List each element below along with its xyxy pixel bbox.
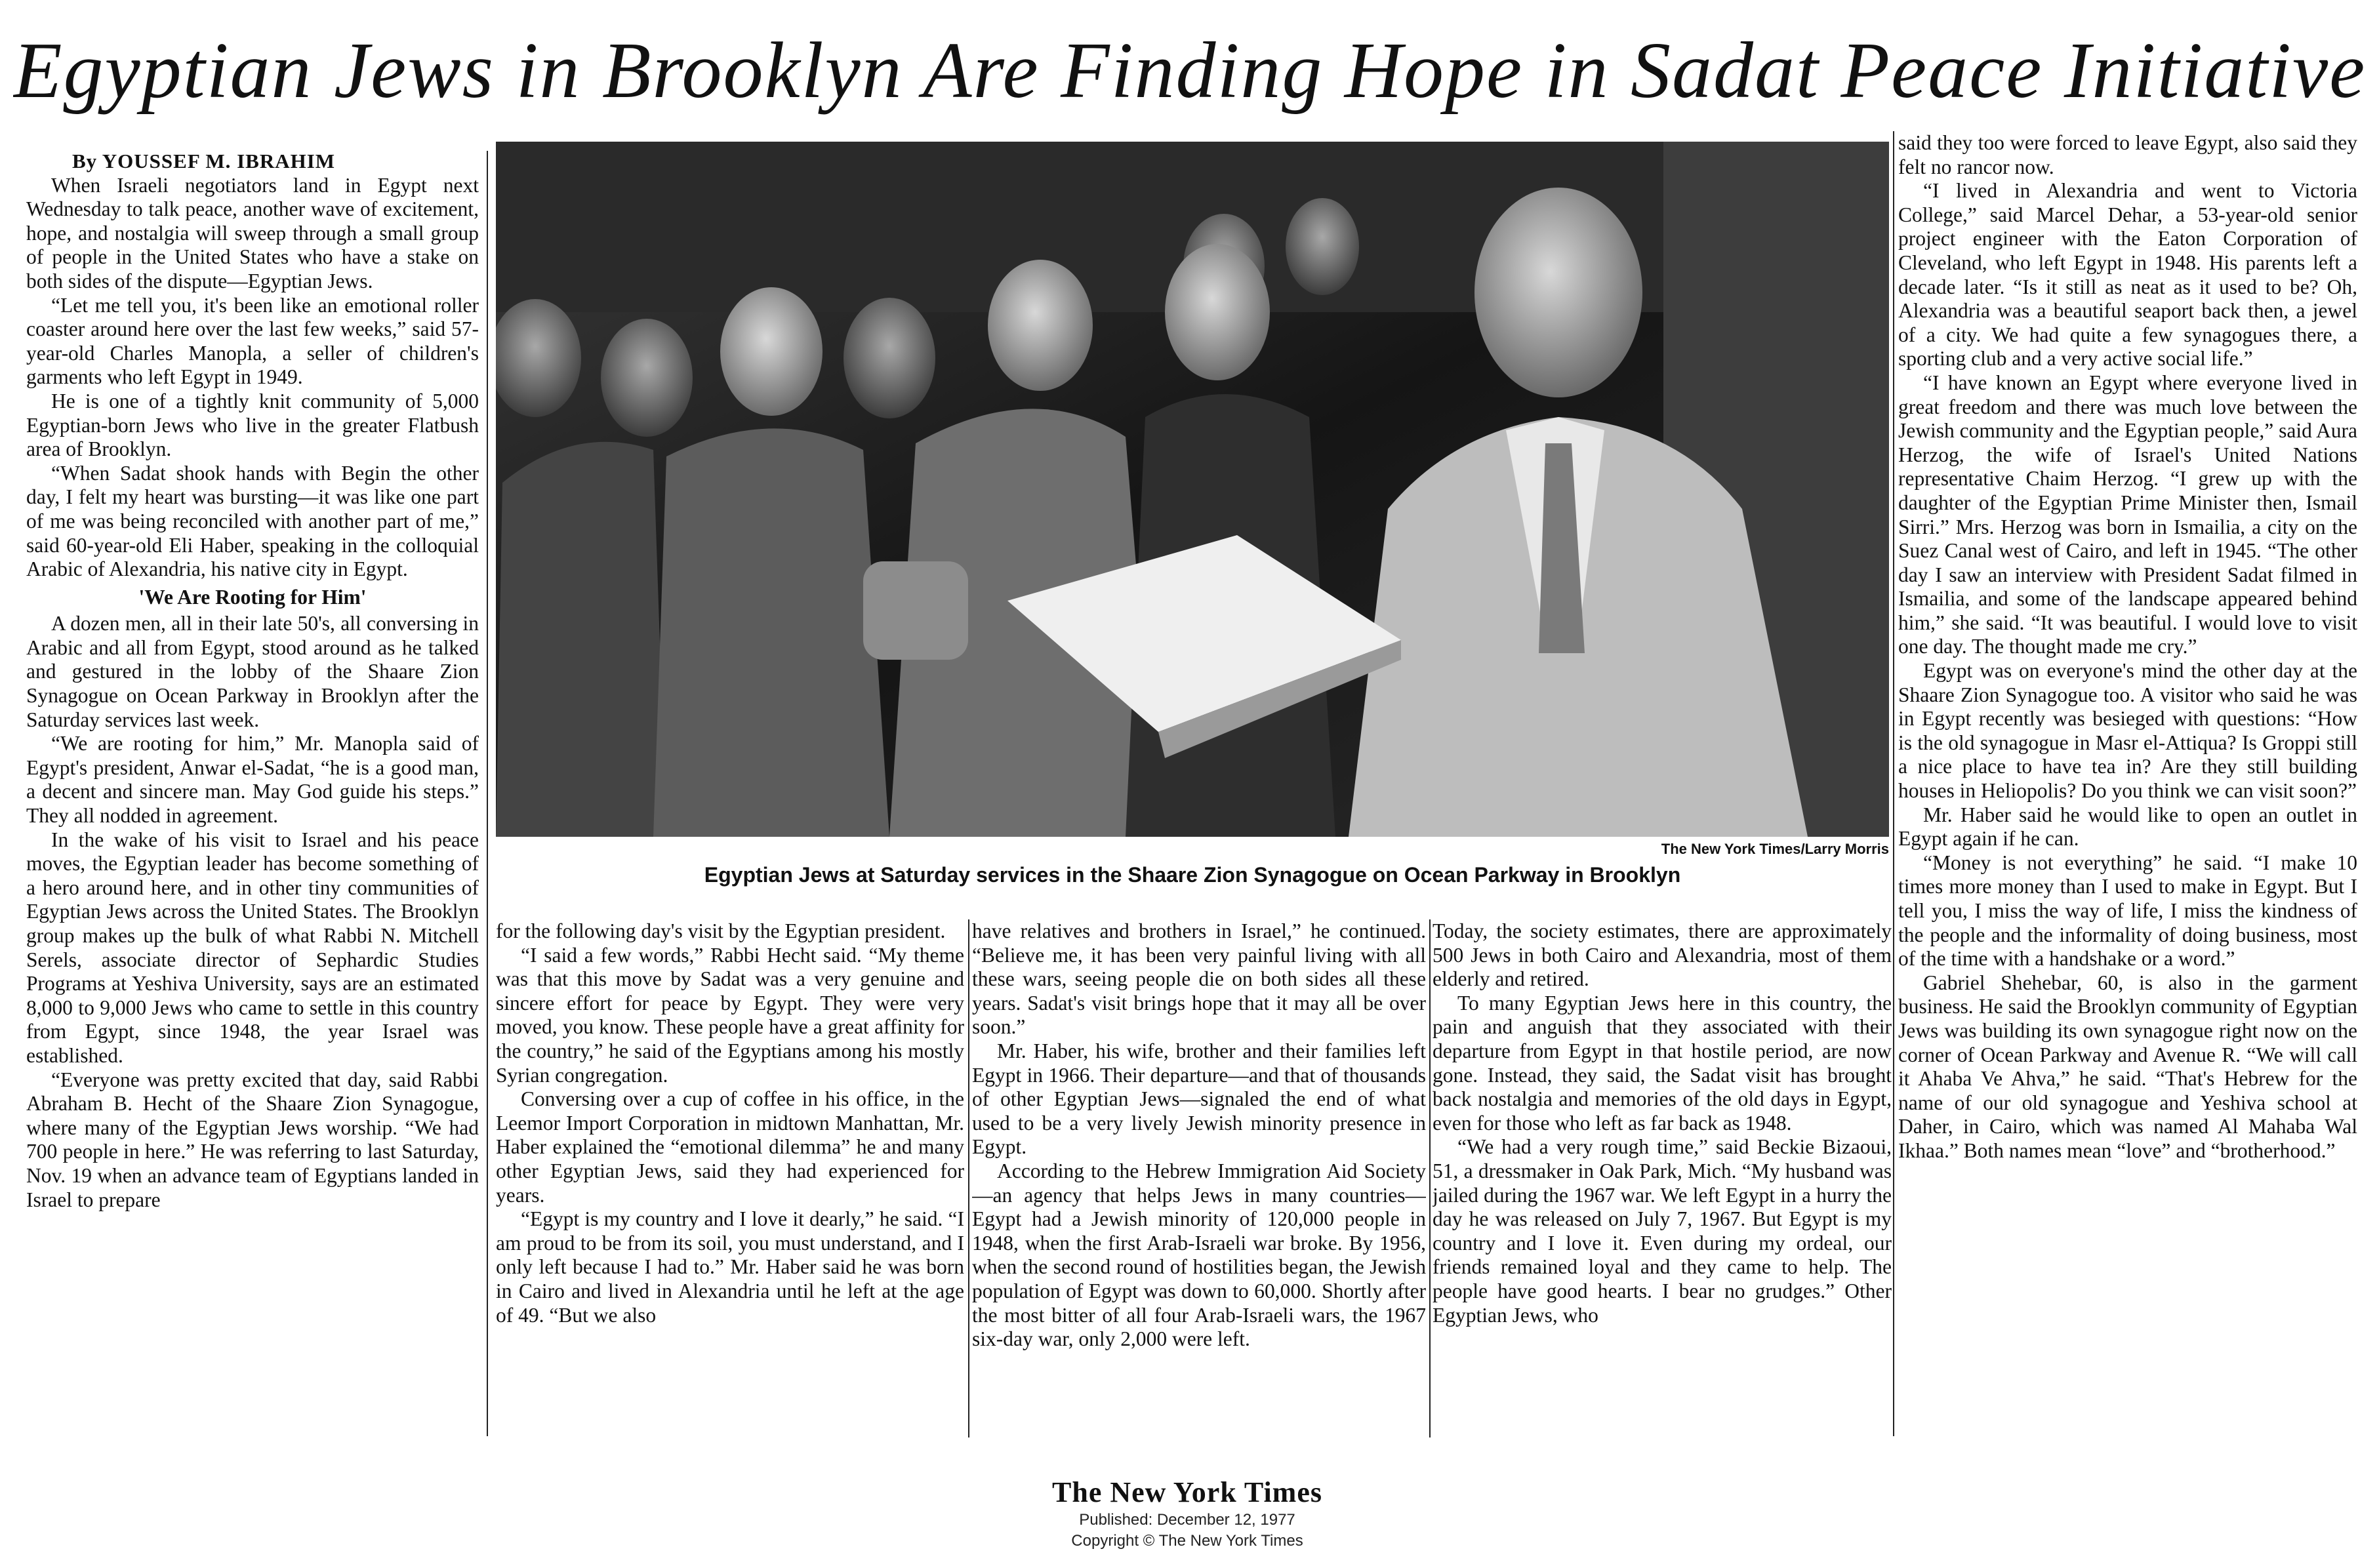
paragraph: When Israeli negotiators land in Egypt next Wednesday to talk peace, another wave of excitement, hope, and nostalgia will sweep through a small group of people in the United States who have a stake on both sides of the dispute—Egyptian Jews. [26,173,479,292]
paragraph: “When Sadat shook hands with Begin the other day, I felt my heart was bursting—it was like one part of me was being reconciled with another part of me,” said 60-year-old Eli Haber, speaking in the colloquial Arabic of Alexandria, his native city in Egypt. [26,461,479,581]
article-column-3 [972,919,1426,1437]
paragraph: A dozen men, all in their late 50's, all conversing in Arabic and all from Egypt, stood around as he talked and gestured in the lobby of the Shaare Zion Synagogue on Ocean Parkway in Brooklyn after the Saturday services last week. [26,612,479,731]
paragraph: said they too were forced to leave Egypt, also said they felt no rancor now. [1898,131,2357,178]
column-rule [1893,131,1894,1436]
copyright-notice: Copyright © The New York Times [1071,1532,1303,1550]
article-column-1 [26,150,479,1443]
paragraph: “I lived in Alexandria and went to Victoria College,” said Marcel Dehar, a 53-year-old senior project engineer with the Eaton Corporation of Cleveland, who left Egypt in 1948. His parents left a decade later. “Is it still as neat as it used to be? Oh, Alexandria was a beautiful seaport back then, a jewel of a city. We had quite a few synagogues there, a sporting club and a very active social life.” [1898,179,2357,371]
article-column-4 [1433,919,1892,1437]
paragraph: “I have known an Egypt where everyone lived in great freedom and there was much love between the Jewish community and the Egyptian people,” said Aura Herzog, the wife of Israel's United Nations representative Chaim Herzog. “I grew up with the daughter of the Egyptian Prime Minister then, Ismail Sirri.” Mrs. Herzog was born in Ismailia, a city on the Suez Canal west of Cairo, and left in 1945. “The other day I saw an interview with President Sadat filmed in Ismailia, and some of the landscape appeared behind him,” she said. “It was beautiful. I would love to visit one day. The thought made me cry.” [1898,371,2357,658]
headline: Egyptian Jews in Brooklyn Are Finding Hope in Sadat Peace Initiative [13,26,2367,115]
paragraph: “Egypt is my country and I love it dearly,” he said. “I am proud to be from its soil, you must understand, and I only left because I had to.” Mr. Haber said he was born in Cairo and lived in Alexandria until he left at the age of 49. “But we also [496,1207,964,1327]
article-column-5 [1898,131,2357,1436]
subheading: 'We Are Rooting for Him' [138,585,367,609]
paragraph: Today, the society estimates, there are approximately 500 Jews in both Cairo and Alexandria, most of them elderly and retired. [1433,919,1892,991]
paragraph: “Let me tell you, it's been like an emotional roller coaster around here over the last few weeks,” said 57-year-old Charles Manopla, a seller of children's garments who left Egypt in 1949. [26,293,479,389]
synagogue-photo [496,142,1889,837]
paragraph: To many Egyptian Jews here in this country, the pain and anguish that they associated with their departure from Egypt in that hostile period, are now gone. Instead, they said, the Sadat visit has brought back nostalgia and memories of the old days in Egypt, even for those who left as far back as 1948. [1433,991,1892,1135]
paragraph: Mr. Haber said he would like to open an outlet in Egypt again if he can. [1898,803,2357,851]
paragraph: Mr. Haber, his wife, brother and their families left Egypt in 1966. Their departure—and that of thousands of other Egyptian Jews—signaled the end of what used to be a very lively Jewish minority presence in Egypt. [972,1039,1426,1159]
paragraph: “Money is not everything” he said. “I make 10 times more money than I used to make in Egypt. But I tell you, I miss the way of life, I miss the kindness of the people and the informality of doing business, most of the time with a handshake or a word.” [1898,851,2357,971]
paragraph: Conversing over a cup of coffee in his office, in the Leemor Import Corporation in midtown Manhattan, Mr. Haber explained the “emotional dilemma” he and many other Egyptian Jews, said they had experienced for years. [496,1087,964,1207]
paragraph: In the wake of his visit to Israel and his peace moves, the Egyptian leader has become something of a hero around here, and in other tiny communities of Egyptian Jews across the United States. The Brooklyn group makes up the bulk of what Rabbi N. Mitchell Serels, associate director of Sephardic Studies Programs at Yeshiva University, says are an estimated 8,000 to 9,000 Jews who came to settle in this country from Egypt, since 1948, the year Israel was established. [26,828,479,1067]
paragraph: According to the Hebrew Immigration Aid Society—an agency that helps Jews in many countries—Egypt had a Jewish minority of 120,000 people in 1948, when the first Arab-Israeli war broke. By 1956, when the second round of hostilities began, the Jewish population of Egypt was down to 60,000. Shortly after the most bitter of all four Arab-Israeli wars, the 1967 six-day war, only 2,000 were left. [972,1159,1426,1351]
photo-image [496,142,1889,837]
paragraph: “I said a few words,” Rabbi Hecht said. “My theme was that this move by Sadat was a very genuine and sincere effort for peace by Egypt. They were very moved, you know. These people have a great affinity for the country,” he said of the Egyptians among his mostly Syrian congregation. [496,943,964,1087]
column-rule [1429,919,1431,1437]
paragraph: “Everyone was pretty excited that day, said Rabbi Abraham B. Hecht of the Shaare Zion Synagogue, where many of the Egyptian Jews worship. “We had 700 people in here.” He was referring to last Saturday, Nov. 19 when an advance team of Egyptians landed in Israel to prepare [26,1068,479,1211]
paragraph: He is one of a tightly knit community of 5,000 Egyptian-born Jews who live in the greater Flatbush area of Brooklyn. [26,389,479,461]
paragraph: Egypt was on everyone's mind the other day at the Shaare Zion Synagogue too. A visitor who said he was in Egypt recently was besieged with questions: “How is the old synagogue in Masr el-Attiqua? Is Groppi still a nice place to have tea in? Are they still building houses in Heliopolis? Do you think we can visit soon?” [1898,659,2357,803]
photo-caption: Egyptian Jews at Saturday services in the Shaare Zion Synagogue on Ocean Parkway in Brooklyn [704,863,1681,887]
column-rule [487,151,488,1436]
published-date: Published: December 12, 1977 [1079,1511,1295,1529]
paragraph: “We are rooting for him,” Mr. Manopla said of Egypt's president, Anwar el-Sadat, “he is a good man, a decent and sincere man. May God guide his steps.” They all nodded in agreement. [26,732,479,828]
column-rule [968,919,969,1437]
byline: By YOUSSEF M. IBRAHIM [72,150,336,172]
paragraph: “We had a very rough time,” said Beckie Bizaoui, 51, a dressmaker in Oak Park, Mich. “My husband was jailed during the 1967 war. We left Egypt in a hurry the day he was released on July 7, 1967. But Egypt is my country and I love it. Even during my ordeal, our friends remained loyal and they came to help. The people have good hearts. I bear no grudges.” Other Egyptian Jews, who [1433,1135,1892,1327]
photo-credit: The New York Times/Larry Morris [1661,841,1889,857]
article-column-2 [496,919,964,1437]
paragraph: for the following day's visit by the Egyptian president. [496,919,946,942]
paragraph: have relatives and brothers in Israel,” he continued. “Believe me, it has been very painful living with all these wars, seeing people die on both sides all these years. Sadat's visit brings hope that it may all be over soon.” [972,919,1426,1039]
paragraph: Gabriel Shehebar, 60, is also in the garment business. He said the Brooklyn community of Egyptian Jews was building its own synagogue right now on the corner of Ocean Parkway and Avenue R. “We will call it Ahaba Ve Ahva,” he said. “That's Hebrew for the name of our old synagogue and Yeshiva school at Daher, in Cairo, which was named Al Mahaba Wal Ikhaa.” Both names mean “love” and “brotherhood.” [1898,971,2357,1162]
nyt-masthead: The New York Times [1052,1476,1322,1508]
footer [853,1476,1522,1552]
